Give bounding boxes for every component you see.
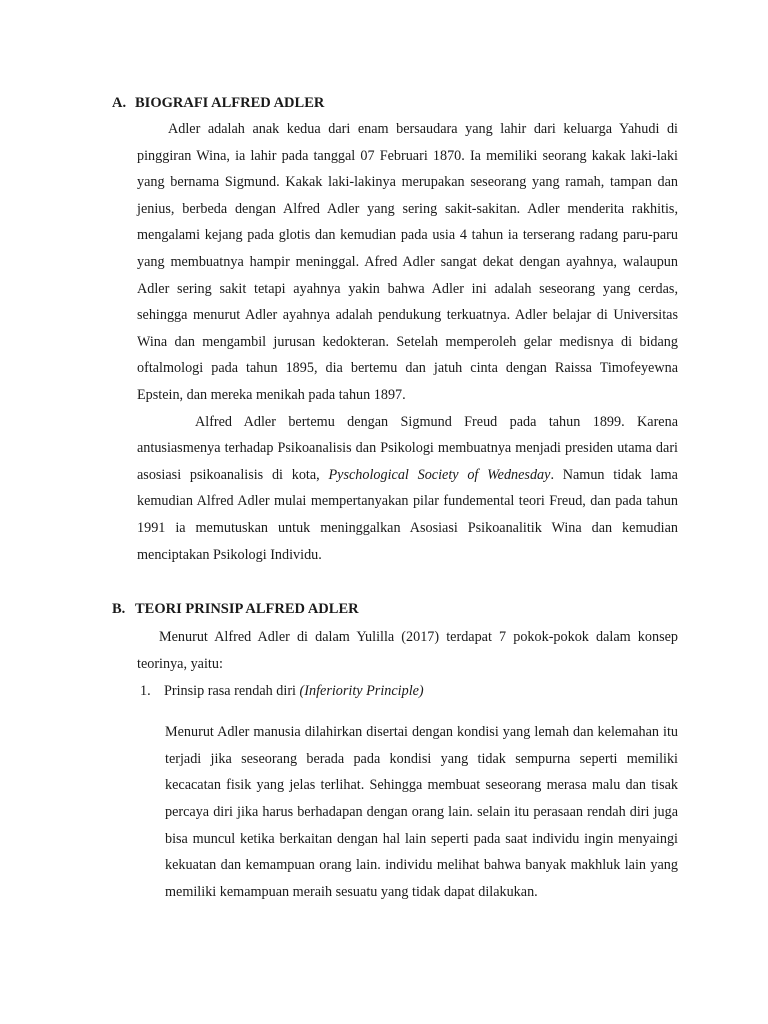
section-a-body [137,116,678,568]
section-b-letter: B. [112,601,126,617]
list-item-title: Prinsip rasa rendah diri [164,683,300,699]
list-item-1-body [165,705,678,920]
list-item-number: 1. [140,683,151,699]
section-a-title: BIOGRAFI ALFRED ADLER [135,95,325,111]
inferiority-principle-paragraph: Menurut Adler manusia dilahirkan disertai dengan kondisi yang lemah dan kelemahan itu terjadi jika seseorang berada pada kondisi yang tidak sempurna seperti memiliki kecacatan fisik yang jelas terlihat. Sehingga membuat seseorang merasa malu dan tisak percaya diri jika harus berhadapan dengan orang lain. selain itu perasaan rendah diri juga bisa muncul ketika berkaitan dengan hal lain seperti pada saat individu ingin menyaingi kekuatan dan kemampuan orang lain. individu melihat bahwa banyak makhluk lain yang memiliki kemampuan meraih sesuatu yang tidak dapat dilakukan. [165,724,678,900]
section-a-letter: A. [112,95,127,111]
biography-paragraph-1: Adler adalah anak kedua dari enam bersaudara yang lahir dari keluarga Yahudi di pinggiran Wina, ia lahir pada tanggal 07 Februari 1870. Ia memiliki seorang kakak laki-laki yang bernama Sigmund. Kakak laki-lakinya merupakan seseorang yang ramah, tampan dan jenius, berbeda dengan Alfred Adler yang sering sakit-sakitan. Adler menderita rakhitis, mengalami kejang pada glotis dan kemudian pada usia 4 tahun ia terserang radang paru-paru yang membuatnya hampir meninggal. Afred Adler sangat dekat dengan ayahnya, walaupun Adler sering sakit tetapi ayahnya yakin bahwa Adler ini adalah seseorang yang cerdas, sehingga menurut Adler ayahnya adalah pendukung terkuatnya. Adler belajar di Universitas Wina dan mengambil jurusan kedokteran. Setelah memperoleh gelar medisnya di bidang oftalmologi pada tahun 1895, dia bertemu dan jatuh cinta dengan Raissa Timofeyewna Epstein, dan mereka menikah pada tahun 1897. [137,121,678,403]
biography-paragraph-2-text: Alfred Adler bertemu dengan Sigmund Freud pada tahun 1899. Karena antusiasmenya terhadap Psikoanalisis dan Psikologi membuatnya menjadi presiden utama dari asosiasi psikoanalisis di kota, [137,413,678,483]
society-name: Pyschological Society of Wednesday [328,466,551,483]
biography-paragraph-2 [137,409,678,569]
section-a-heading [112,95,324,112]
section-b-heading [112,601,359,618]
biography-paragraph-2-text-end: . Namun tidak lama kemudian Alfred Adler mulai mempertanyakan pilar fundemental teori Freud, dan pada tahun 1991 ia memutuskan untuk meninggalkan Asosiasi Psikoanalitik Wina dan kemudian menciptakan Psikologi Individu. [137,466,678,563]
list-item-1-title [140,683,424,700]
theory-intro: Menurut Alfred Adler di dalam Yulilla (2017) terdapat 7 pokok-pokok dalam konsep teorinya, yaitu: [137,629,678,672]
section-b-title: TEORI PRINSIP ALFRED ADLER [135,601,359,617]
section-b-intro-block [137,624,678,677]
list-item-title-italic: (Inferiority Principle) [299,683,424,699]
